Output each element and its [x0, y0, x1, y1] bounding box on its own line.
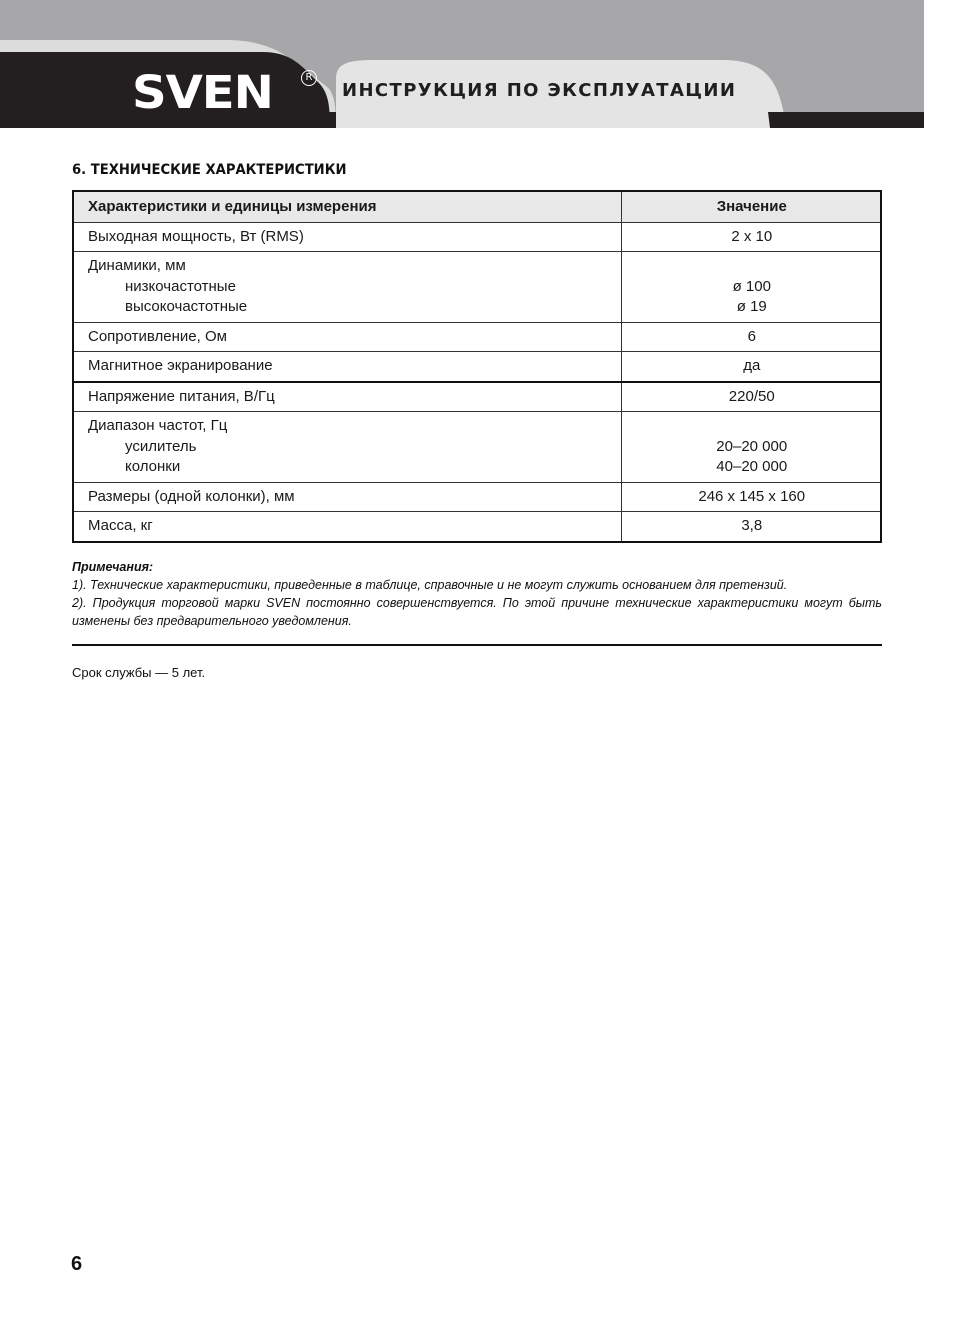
row-label: Размеры (одной колонки), мм [73, 482, 621, 512]
row-label: Динамики, мм [88, 257, 186, 274]
table-row [73, 222, 881, 252]
row-value: 2 x 10 [621, 222, 881, 252]
section-title: 6. ТЕХНИЧЕСКИЕ ХАРАКТЕРИСТИКИ [72, 162, 347, 178]
row-value-group [621, 412, 881, 483]
notes [72, 558, 882, 630]
table-row [73, 412, 881, 483]
table-row [73, 512, 881, 542]
row-sublabel: высокочастотные [125, 298, 248, 315]
row-value: ø 100 [732, 277, 771, 295]
row-value: 3,8 [621, 512, 881, 542]
row-label: Выходная мощность, Вт (RMS) [73, 222, 621, 252]
table-row [73, 382, 881, 412]
col-header-value: Значение [621, 191, 881, 222]
table-row [73, 322, 881, 352]
header-title: ИНСТРУКЦИЯ ПО ЭКСПЛУАТАЦИИ [342, 80, 737, 101]
row-value: 6 [621, 322, 881, 352]
table-row [73, 252, 881, 323]
row-value-group [621, 252, 881, 323]
note-item: 2). Продукция торговой марки SVEN постоянно совершенствуется. По этой причине технические характеристики могут быть изменены без предварительного уведомления. [72, 596, 882, 628]
col-header-characteristic: Характеристики и единицы измерения [73, 191, 621, 222]
note-item: 1). Технические характеристики, приведенные в таблице, справочные и не могут служить основанием для претензий. [72, 578, 788, 592]
sven-logo: SVEN [132, 66, 273, 119]
service-life: Срок службы — 5 лет. [72, 665, 206, 680]
divider [72, 644, 882, 646]
row-value: ø 19 [736, 298, 767, 315]
row-label: Напряжение питания, В/Гц [73, 382, 621, 412]
registered-mark-icon: R [301, 70, 317, 86]
row-label: Масса, кг [73, 512, 621, 542]
row-label: Сопротивление, Ом [73, 322, 621, 352]
row-label-group [73, 412, 621, 483]
row-value: 20–20 000 [716, 437, 788, 455]
row-sublabel: колонки [125, 458, 181, 475]
notes-title: Примечания: [72, 560, 154, 574]
table-header-row [73, 191, 881, 222]
row-label: Диапазон частот, Гц [88, 417, 228, 434]
row-value: 40–20 000 [716, 458, 788, 475]
row-value: да [621, 352, 881, 382]
table-row [73, 482, 881, 512]
row-label-group [73, 252, 621, 323]
row-sublabel: низкочастотные [125, 277, 236, 295]
page-number: 6 [71, 1253, 83, 1275]
row-sublabel: усилитель [125, 437, 197, 455]
page-header [0, 0, 954, 132]
row-value: 220/50 [621, 382, 881, 412]
row-value: 246 x 145 x 160 [621, 482, 881, 512]
specs-table [72, 190, 882, 543]
row-label: Магнитное экранирование [73, 352, 621, 382]
table-row [73, 352, 881, 382]
